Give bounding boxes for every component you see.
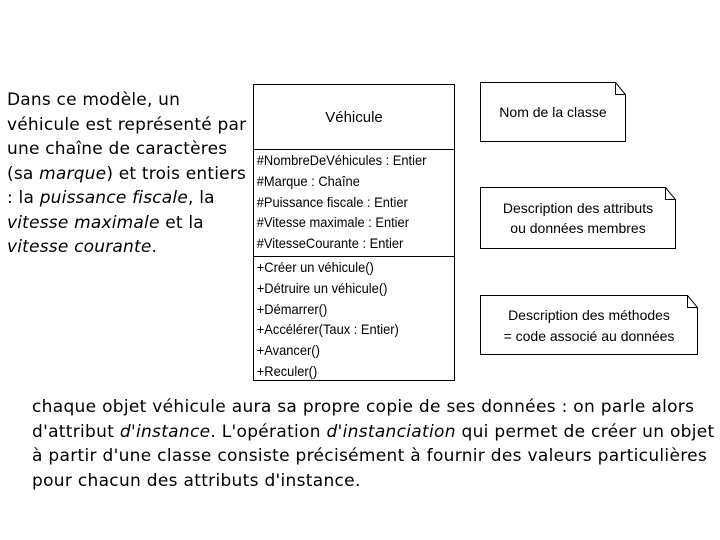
uml-operation: +Détruire un véhicule() xyxy=(256,279,388,296)
uml-class-name: Véhicule xyxy=(254,85,454,150)
uml-operation: +Accélérer(Taux : Entier) xyxy=(256,321,399,338)
uml-operations xyxy=(254,257,454,382)
uml-attribute: #Marque : Chaîne xyxy=(256,172,360,189)
uml-class-box xyxy=(253,84,455,381)
note-fold-shape xyxy=(480,295,698,355)
intro-emphasis-puissance: puissance fiscale xyxy=(39,188,189,208)
note-methods xyxy=(480,295,698,355)
intro-paragraph xyxy=(7,88,247,260)
intro-text-3: , la xyxy=(188,188,215,208)
intro-emphasis-vitesse-courante: vitesse courante xyxy=(7,237,152,257)
outro-paragraph xyxy=(32,395,720,493)
uml-operation: +Créer un véhicule() xyxy=(256,259,374,275)
outro-emphasis-instance: d'instance xyxy=(119,421,211,442)
note-class-name-text: Nom de la classe xyxy=(499,104,607,120)
intro-text-5: . xyxy=(151,237,158,257)
note-methods-line-1: Description des méthodes xyxy=(508,307,670,323)
uml-attribute: #Vitesse maximale : Entier xyxy=(256,214,410,231)
intro-text-2: ) et trois entiers : la xyxy=(7,163,247,208)
outro-text-1: chaque objet véhicule aura sa propre copie de ses données : on parle alors d'attribut xyxy=(32,397,695,442)
outro-emphasis-instanciation: d'instanciation xyxy=(326,421,456,442)
outro-text-3: qui permet de créer un objet à partir d'une classe consiste précisément à fournir des valeurs particulières pour chacun des attributs d'instance. xyxy=(32,421,715,491)
uml-attributes xyxy=(254,150,454,257)
intro-text-1: Dans ce modèle, un véhicule est représenté par une chaîne de caractères (sa xyxy=(7,90,247,184)
intro-emphasis-marque: marque xyxy=(39,163,107,184)
uml-attribute: #NombreDeVéhicules : Entier xyxy=(256,152,427,168)
note-class-name xyxy=(480,82,626,142)
intro-text-4: et la xyxy=(159,212,204,233)
intro-emphasis-vitesse-max: vitesse maximale xyxy=(7,212,160,233)
uml-operation: +Reculer() xyxy=(256,362,318,379)
note-attributes xyxy=(480,187,676,249)
uml-attribute: #VitesseCourante : Entier xyxy=(256,235,404,252)
uml-attribute: #Puissance fiscale : Entier xyxy=(256,193,408,210)
uml-operation: +Démarrer() xyxy=(256,300,328,317)
uml-operation: +Avancer() xyxy=(256,342,320,359)
outro-text-2: . L'opération xyxy=(210,421,327,442)
note-attributes-line-1: Description des attributs xyxy=(502,200,654,216)
note-methods-line-2: = code associé au données xyxy=(503,328,675,344)
note-attributes-line-2: ou données membres xyxy=(510,220,646,236)
